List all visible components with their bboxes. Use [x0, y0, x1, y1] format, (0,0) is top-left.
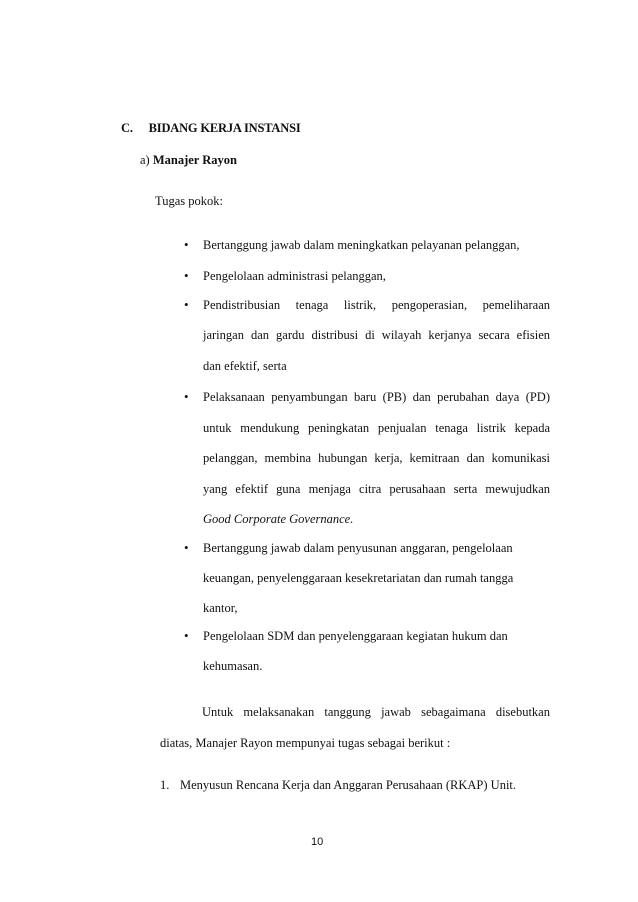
- bullet-line: keuangan, penyelenggaraan kesekretariatan dan rumah tangga: [203, 571, 514, 585]
- bullet-line: jaringan dan gardu distribusi di wilayah kerjanya secara efisien: [203, 328, 550, 342]
- paragraph-line: Untuk melaksanakan tanggung jawab sebagaimana disebutkan: [202, 705, 550, 719]
- bullet-icon: •: [184, 628, 189, 643]
- bullet-line: untuk mendukung peningkatan penjualan tenaga listrik kepada: [203, 421, 550, 435]
- section-title: BIDANG KERJA INSTANSI: [148, 121, 301, 135]
- bullet-line: Pengelolaan SDM dan penyelenggaraan kegiatan hukum dan: [203, 629, 508, 643]
- bullet-line: kehumasan.: [203, 659, 263, 673]
- bullet-line: Pendistribusian tenaga listrik, pengoperasian, pemeliharaan: [203, 298, 550, 312]
- item-number: 1.: [160, 778, 170, 792]
- subsection-title: Manajer Rayon: [152, 153, 237, 167]
- bullet-line: pelanggan, membina hubungan kerja, kemitraan dan komunikasi: [203, 451, 550, 465]
- paragraph-line: diatas, Manajer Rayon mempunyai tugas sebagai berikut :: [160, 736, 451, 750]
- subsection-heading: [140, 153, 237, 168]
- bullet-line: Bertanggung jawab dalam meningkatkan pelayanan pelanggan,: [203, 238, 520, 252]
- bullet-line: Pelaksanaan penyambungan baru (PB) dan perubahan daya (PD): [203, 390, 550, 404]
- bullet-icon: •: [184, 237, 189, 252]
- bullet-line: Bertanggung jawab dalam penyusunan anggaran, pengelolaan: [203, 541, 513, 555]
- page-number: 10: [311, 836, 324, 848]
- section-letter: C.: [121, 121, 133, 135]
- tugas-pokok-label: Tugas pokok:: [155, 194, 223, 208]
- bullet-line: dan efektif, serta: [203, 359, 287, 373]
- bullet-line: Good Corporate Governance.: [203, 512, 354, 526]
- bullet-icon: •: [184, 389, 189, 404]
- bullet-icon: •: [184, 268, 189, 283]
- subsection-marker: a): [140, 153, 150, 167]
- bullet-line: Pengelolaan administrasi pelanggan,: [203, 269, 386, 283]
- bullet-line: kantor,: [203, 601, 238, 615]
- bullet-icon: •: [184, 540, 189, 555]
- item-text: Menyusun Rencana Kerja dan Anggaran Perusahaan (RKAP) Unit.: [180, 778, 517, 792]
- bullet-icon: •: [184, 297, 189, 312]
- section-heading: [121, 121, 301, 136]
- bullet-line: yang efektif guna menjaga citra perusahaan serta mewujudkan: [203, 482, 550, 496]
